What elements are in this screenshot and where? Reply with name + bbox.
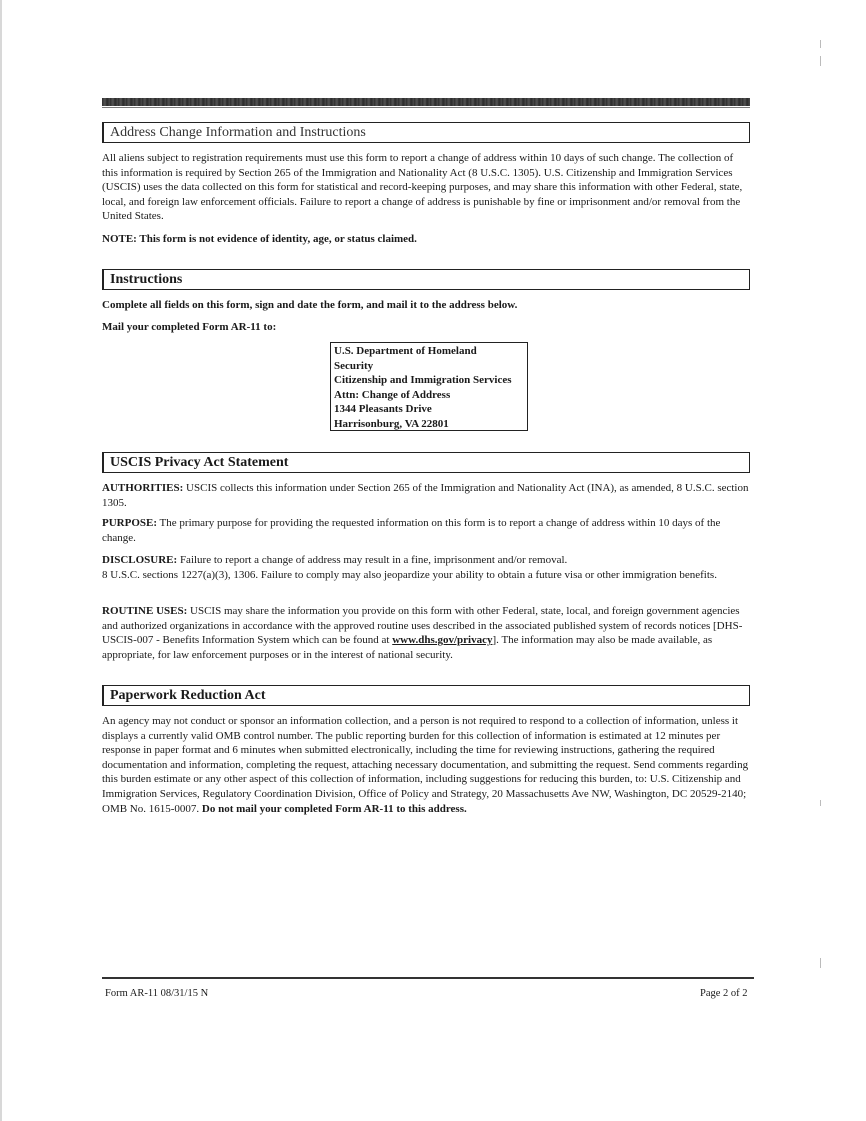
- routine-text-b: ]. The information may also be made available, as appropriate, for law enforcement purposes or in the interest of national security.: [102, 634, 713, 661]
- header-bar: [102, 98, 750, 106]
- header-rule: [102, 107, 750, 108]
- paperwork-bold-tail: Do not mail your completed Form AR-11 to this address.: [201, 802, 467, 815]
- instructions-line2: Mail your completed Form AR-11 to:: [102, 321, 277, 333]
- mail-address-line: Security: [334, 359, 374, 372]
- disclosure-label: DISCLOSURE:: [102, 554, 178, 566]
- privacy-purpose: [102, 516, 750, 545]
- privacy-routine-uses: [102, 604, 750, 662]
- purpose-text: The primary purpose for providing the requested information on this form is to report a change of address within 10 days of the change.: [102, 517, 721, 544]
- mail-address-line: U.S. Department of Homeland: [334, 345, 477, 357]
- paperwork-text: An agency may not conduct or sponsor an information collection, and a person is not required to respond to a collection of information, unless it displays a currently valid OMB control number. The public reporting burden for this collection of information is estimated at 12 minutes per response in paper format and 6 minutes when submitted electronically, including the time for reviewing instructions, gathering the required documentation and information, completing the request, attaching necessary documentation, and submitting the request. Send comments regarding this burden estimate or any other aspect of this collection of information, including suggestions for reducing this burden, to: U.S. Citizenship and Immigration Services, Regulatory Coordination Division, Office of Policy and Strategy, 20 Massachusetts Ave NW, Washington, DC 20529-2140; OMB No. 1615-0007.: [102, 715, 749, 815]
- address-change-body-block: [102, 151, 750, 224]
- address-change-body: All aliens subject to registration requirements must use this form to report a change of address within 10 days of such change. The collection of this information is required by Section 265 of the Immigration and Nationality Act (8 U.S.C. 1305). U.S. Citizenship and Immigration Services (USCIS) uses the data collected on this form for statistical and record-keeping purposes, and may share this information with other Federal, state, local, and foreign law enforcement officials. Failure to report a change of address is punishable by fine or imprisonment and/or removal from the United States.: [102, 152, 743, 223]
- address-change-heading: Address Change Information and Instructions: [102, 122, 750, 143]
- paperwork-body: [102, 714, 750, 816]
- routine-label: ROUTINE USES:: [102, 605, 188, 617]
- privacy-disclosure-2: 8 U.S.C. sections 1227(a)(3), 1306. Failure to comply may also jeopardize your ability to obtain a future visa or other immigration benefits.: [102, 568, 717, 581]
- mail-address-line: Attn: Change of Address: [334, 388, 451, 401]
- authorities-label: AUTHORITIES:: [102, 482, 184, 494]
- instructions-heading: Instructions: [102, 269, 750, 290]
- privacy-section: [102, 452, 750, 473]
- mail-address-line: Harrisonburg, VA 22801: [334, 417, 449, 430]
- privacy-purpose-block: [102, 516, 750, 545]
- scan-edge: [0, 0, 2, 1121]
- privacy-disclosure: [102, 553, 750, 568]
- privacy-link[interactable]: www.dhs.gov/privacy: [392, 634, 493, 647]
- routine-text-a: USCIS may share the information you provide on this form with other Federal, state, local, and foreign government agencies and authorized organizations in accordance with the approved routine uses described in the associated published system of records notices [DHS-USCIS-007 - Benefits Information System which can be found at: [102, 605, 743, 647]
- address-change-note: NOTE: This form is not evidence of identity, age, or status claimed.: [102, 233, 417, 245]
- paperwork-heading: Paperwork Reduction Act: [102, 685, 750, 706]
- paperwork-body-block: [102, 714, 750, 816]
- instructions-section: [102, 269, 750, 290]
- address-change-section: [102, 122, 750, 143]
- scan-speck: [820, 40, 821, 48]
- authorities-text: USCIS collects this information under Section 265 of the Immigration and Nationality Act (INA), as amended, 8 U.S.C. section 1305.: [102, 482, 749, 509]
- privacy-routine-block: [102, 604, 750, 662]
- scan-speck: [820, 800, 821, 806]
- privacy-authorities-block: [102, 481, 750, 510]
- mail-address-line: 1344 Pleasants Drive: [334, 403, 432, 416]
- page-number: Page 2 of 2: [700, 988, 748, 999]
- footer-rule: [102, 977, 754, 979]
- privacy-heading: USCIS Privacy Act Statement: [102, 452, 750, 473]
- privacy-authorities: [102, 481, 750, 510]
- scan-speck: [820, 56, 821, 66]
- purpose-label: PURPOSE:: [102, 517, 157, 529]
- privacy-disclosure-block: [102, 553, 750, 582]
- mail-address-line: Citizenship and Immigration Services: [334, 374, 512, 387]
- mailing-address-box: [330, 342, 528, 431]
- instructions-line1: Complete all fields on this form, sign and date the form, and mail it to the address below.: [102, 299, 518, 311]
- paperwork-section: [102, 685, 750, 706]
- disclosure-text: Failure to report a change of address may result in a fine, imprisonment and/or removal.: [177, 554, 568, 566]
- form-edition: Form AR-11 08/31/15 N: [105, 988, 209, 999]
- scan-speck: [820, 958, 821, 968]
